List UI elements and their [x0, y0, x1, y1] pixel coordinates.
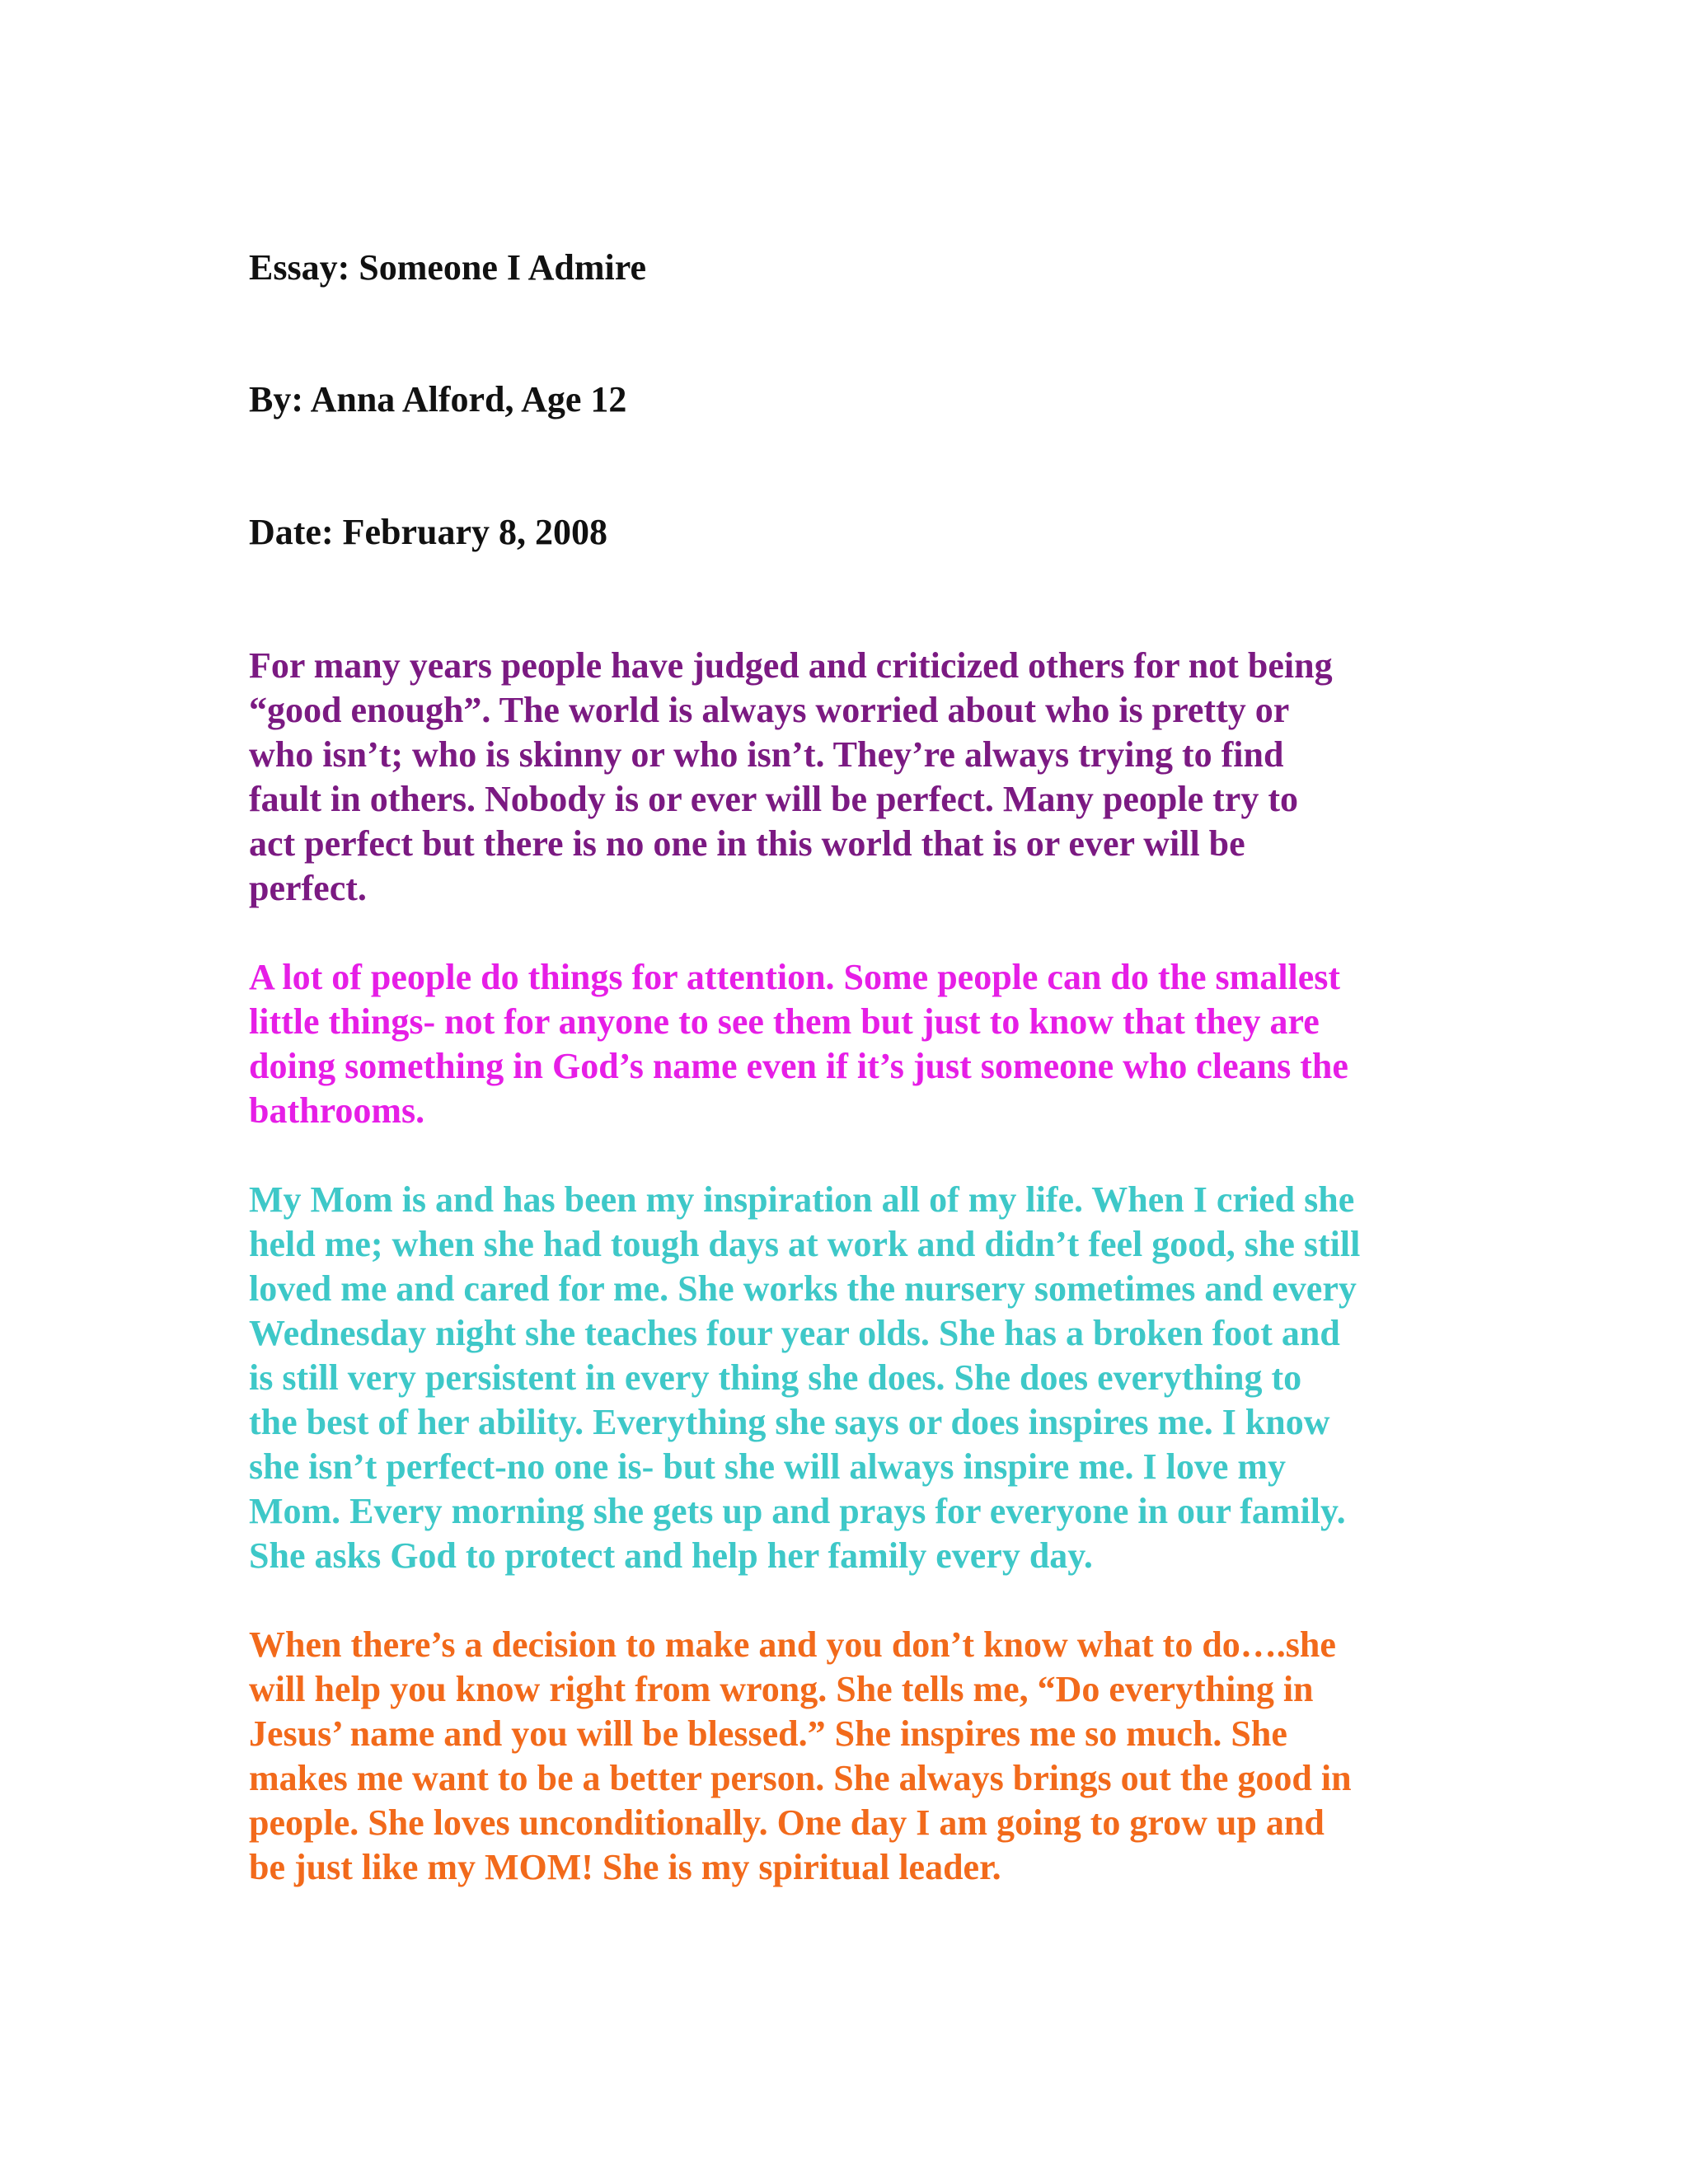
essay-author: By: Anna Alford, Age 12: [249, 379, 627, 419]
paragraph-2: [249, 955, 1452, 1133]
paragraph-line: doing something in God’s name even if it’s just someone who cleans the: [249, 1046, 1348, 1086]
paragraph-line: the best of her ability. Everything she says or does inspires me. I know: [249, 1402, 1330, 1442]
paragraph-line: be just like my MOM! She is my spiritual leader.: [249, 1847, 1001, 1887]
essay-date: Date: February 8, 2008: [249, 512, 608, 552]
paragraph-line: fault in others. Nobody is or ever will be perfect. Many people try to: [249, 779, 1298, 819]
paragraph-line: is still very persistent in every thing she does. She does everything to: [249, 1357, 1302, 1398]
paragraph-line: little things- not for anyone to see them but just to know that they are: [249, 1001, 1320, 1042]
paragraph-line: Mom. Every morning she gets up and prays for everyone in our family.: [249, 1491, 1346, 1531]
paragraph-line: who isn’t; who is skinny or who isn’t. They’re always trying to find: [249, 734, 1284, 775]
paragraph-line: perfect.: [249, 868, 367, 908]
paragraph-line: “good enough”. The world is always worried about who is pretty or: [249, 690, 1290, 730]
paragraph-3: [249, 1178, 1452, 1578]
paragraph-line: A lot of people do things for attention. Some people can do the smallest: [249, 957, 1341, 997]
paragraph-line: When there’s a decision to make and you don’t know what to do….she: [249, 1624, 1336, 1665]
paragraph-line: bathrooms.: [249, 1090, 425, 1131]
paragraph-line: For many years people have judged and criticized others for not being: [249, 645, 1333, 686]
paragraph-line: makes me want to be a better person. She always brings out the good in: [249, 1758, 1352, 1798]
paragraph-line: loved me and cared for me. She works the nursery sometimes and every: [249, 1268, 1357, 1309]
paragraph-line: people. She loves unconditionally. One day I am going to grow up and: [249, 1802, 1325, 1843]
paragraph-1: [249, 644, 1452, 911]
paragraph-line: will help you know right from wrong. She tells me, “Do everything in: [249, 1669, 1314, 1709]
essay-body: [249, 246, 1452, 1934]
paragraph-line: held me; when she had tough days at work and didn’t feel good, she still: [249, 1224, 1361, 1264]
paragraph-line: she isn’t perfect-no one is- but she will always inspire me. I love my: [249, 1446, 1287, 1487]
paragraph-line: act perfect but there is no one in this world that is or ever will be: [249, 823, 1245, 864]
paragraph-4: [249, 1623, 1452, 1890]
paragraph-line: Jesus’ name and you will be blessed.” She inspires me so much. She: [249, 1713, 1287, 1754]
paragraph-line: She asks God to protect and help her family every day.: [249, 1535, 1093, 1576]
paragraph-line: My Mom is and has been my inspiration all of my life. When I cried she: [249, 1179, 1355, 1220]
paragraph-line: Wednesday night she teaches four year olds. She has a broken foot and: [249, 1313, 1340, 1353]
essay-title: Essay: Someone I Admire: [249, 247, 646, 288]
